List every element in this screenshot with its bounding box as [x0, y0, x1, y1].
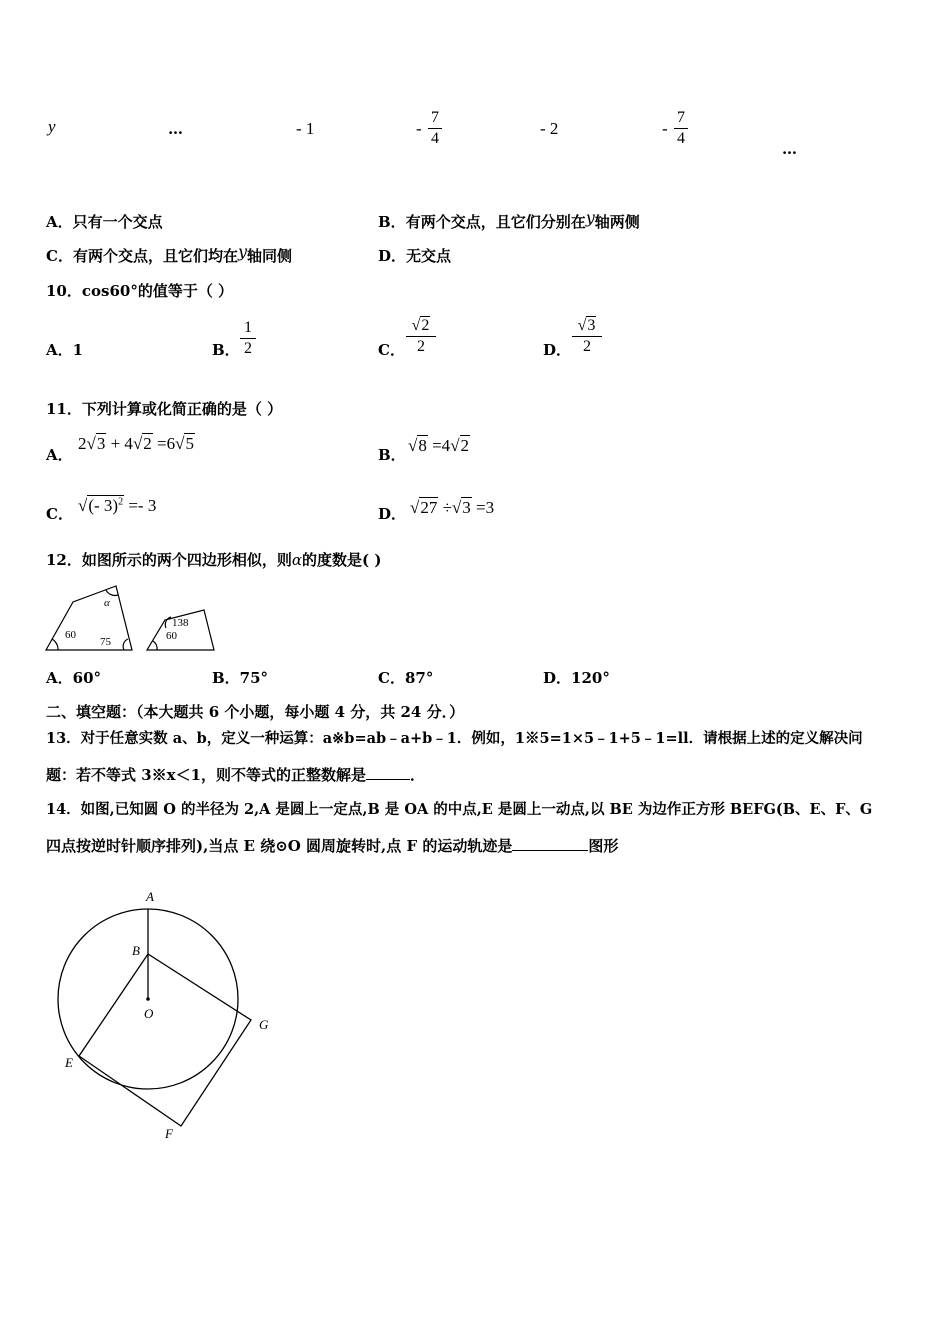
value-neg-7-4-sign: - [416, 119, 422, 138]
q9-option-a: A．只有一个交点 [46, 213, 163, 231]
label-f: F [165, 1126, 173, 1141]
q12-stem: 12．如图所示的两个四边形相似，则α的度数是( ) [46, 551, 382, 569]
q12-option-c: C．87° [378, 669, 434, 687]
q11-option-b-expr: √8 =4√2 [408, 436, 470, 455]
fraction-7-4: 7 4 [428, 108, 442, 149]
q10-option-d-label: D． [543, 341, 572, 359]
y-label: y [48, 117, 56, 136]
q11-option-b-label: B． [378, 446, 406, 464]
q14-line-1: 14．如图,已知圆 O 的半径为 2,A 是圆上一定点,B 是 OA 的中点,E 是圆上一动点,以 BE 为边作正方形 BEFG(B、E、F、G [46, 801, 873, 818]
q12-option-b: B．75° [212, 669, 269, 687]
q12-option-a: A．60° [46, 669, 102, 687]
label-g: G [259, 1017, 269, 1032]
q11-option-a-expr: 2√3 + 4√2 =6√5 [78, 434, 194, 453]
value-neg1: - 1 [296, 119, 315, 138]
q11-stem: 11．下列计算或化简正确的是（ ） [46, 400, 283, 418]
q11-option-a-label: A． [46, 446, 73, 464]
section-2-title: 二、填空题：（本大题共 6 个小题，每小题 4 分，共 24 分．） [46, 703, 465, 721]
label-e: E [65, 1055, 73, 1070]
q10-option-b-fraction: 1 2 [240, 318, 256, 359]
q13-line-1: 13．对于任意实数 a、b，定义一种运算：a※b=ab﹣a+b﹣1．例如，1※5=1×5﹣1+5﹣1=ll．请根据上述的定义解决问 [46, 730, 863, 747]
fig1-alpha-label: α [104, 597, 110, 609]
q14-circle-square-figure [40, 884, 280, 1146]
q10-option-a: A．1 [46, 341, 84, 359]
q11-option-c-expr: √(- 3)$^2$ =- 3 [78, 496, 157, 515]
ellipsis-right: … [782, 140, 797, 158]
q9-option-d: D．无交点 [378, 247, 452, 265]
q13-answer-blank[interactable] [366, 779, 410, 780]
q10-stem: 10．cos60°的值等于（ ） [46, 282, 234, 300]
label-b: B [132, 943, 140, 958]
quadrilateral-2 [147, 610, 214, 650]
quadrilateral-1 [46, 586, 132, 650]
square-befg [79, 954, 251, 1126]
ellipsis-left: … [168, 120, 183, 138]
q12-quadrilaterals-figure [44, 583, 224, 655]
q13-line-2: 题：若不等式 3※x＜1，则不等式的正整数解是 ． [46, 766, 426, 784]
point-o [146, 997, 150, 1001]
q11-option-d-label: D． [378, 505, 407, 523]
q9-option-c: C．有两个交点，且它们均在y轴同侧 [46, 242, 293, 265]
q9-option-b: B．有两个交点，且它们分别在y轴两侧 [378, 208, 640, 231]
q10-option-c-fraction: √2 2 [406, 316, 436, 357]
q14-line-2: 四点按逆时针顺序排列),当点 E 绕⊙O 圆周旋转时,点 F 的运动轨迹是 图形 [46, 837, 619, 855]
fig1-angle-60: 60 [65, 629, 76, 641]
label-o: O [144, 1006, 154, 1021]
fraction-7-4-second: 7 4 [674, 108, 688, 149]
q12-option-d: D．120° [543, 669, 610, 687]
q10-option-d-fraction: √3 2 [572, 316, 602, 357]
fig2-angle-60: 60 [166, 630, 177, 642]
label-a: A [146, 889, 154, 904]
q10-option-c-label: C． [378, 341, 405, 359]
value-neg2: - 2 [540, 119, 559, 138]
q11-option-c-label: C． [46, 505, 73, 523]
fig2-angle-138: 138 [172, 617, 189, 629]
value-neg-7-4-sign-2: - [662, 119, 668, 138]
fig1-angle-75: 75 [100, 636, 111, 648]
q11-option-d-expr: √27 ÷√3 =3 [410, 498, 495, 517]
q10-option-b-label: B． [212, 341, 240, 359]
q14-answer-blank[interactable] [512, 850, 588, 851]
